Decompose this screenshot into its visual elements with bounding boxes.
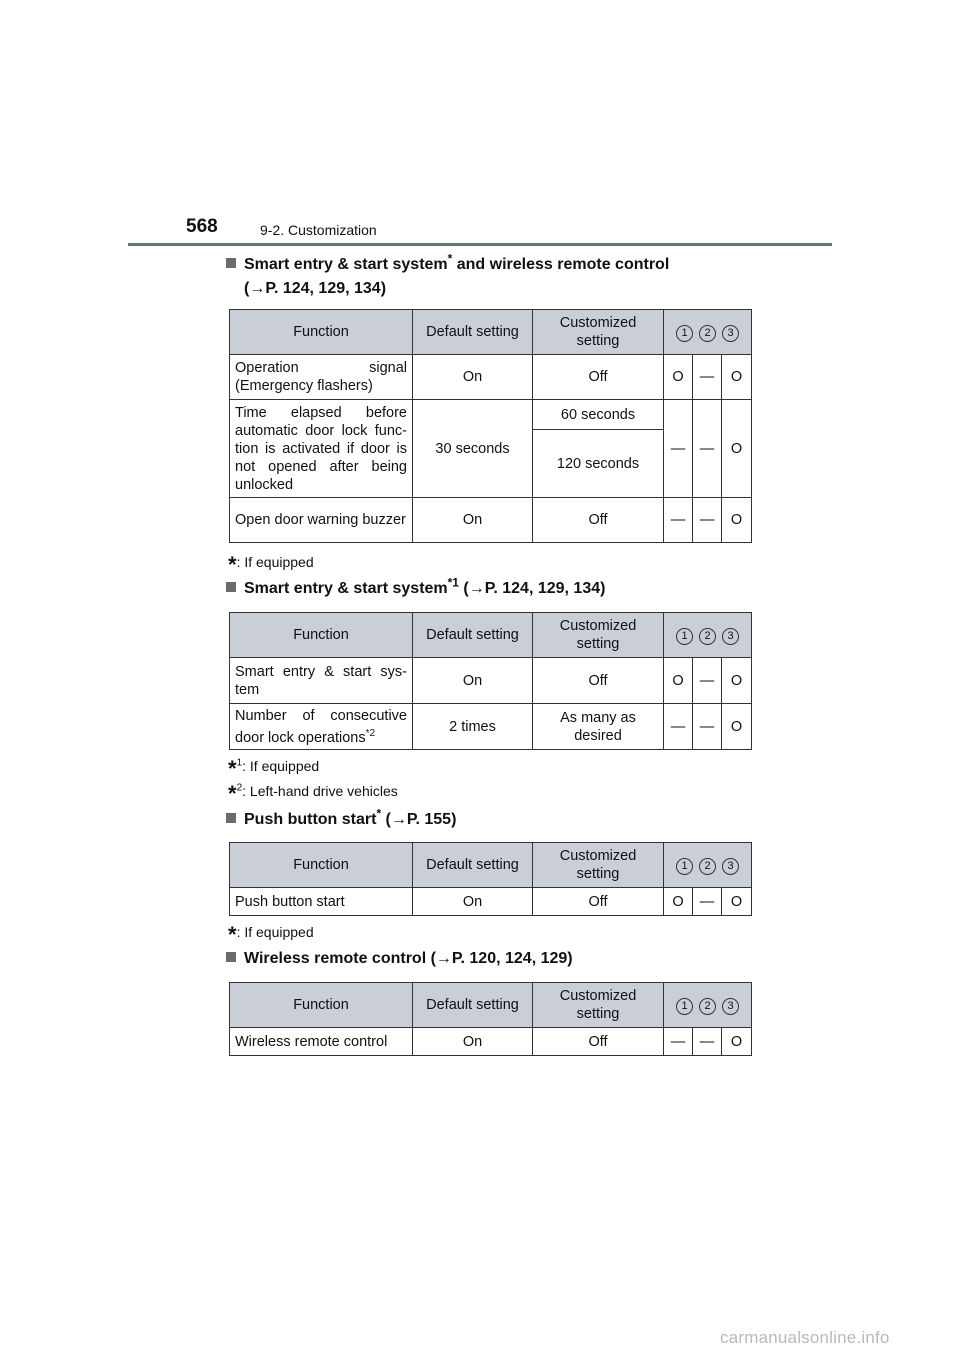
circled-number-icon: 1 [676,998,693,1015]
mode-3-cell: O [722,498,752,543]
default-cell: On [413,888,533,916]
circled-number-icon: 3 [722,628,739,645]
mode-2-cell: — [693,400,722,498]
col-default-setting: Default setting [413,983,533,1028]
watermark-link[interactable]: carmanualsonline.info [720,1328,890,1347]
footnote-mark: * [228,781,237,806]
settings-table-2 [229,612,752,750]
section-title: Smart entry & start system [244,256,448,273]
function-cell: Time elapsed before automatic door lock func-tion is activated if door is not opened after being unlocked [230,400,413,498]
default-cell: 30 seconds [413,400,533,498]
function-cell: Smart entry & start sys-tem [230,658,413,704]
col-mode-numbers [664,613,752,658]
col-function: Function [230,613,413,658]
circled-number-icon: 2 [699,998,716,1015]
function-cell: Push button start [230,888,413,916]
settings-table-3 [229,842,752,916]
custom-cell: 60 seconds [533,400,664,430]
section-title: Smart entry & start system [244,580,448,597]
col-default-setting: Default setting [413,843,533,888]
square-bullet-icon [226,813,236,823]
col-default-setting: Default setting [413,613,533,658]
col-mode-numbers [664,310,752,355]
default-cell: On [413,1028,533,1056]
col-mode-numbers [664,843,752,888]
mode-1-cell: — [664,1028,693,1056]
footnote-mark: * [228,756,237,781]
mode-1-cell: — [664,704,693,750]
footnote [228,922,314,948]
mode-3-cell: O [722,704,752,750]
mode-1-cell: — [664,400,693,498]
mode-3-cell: O [722,888,752,916]
section-title: Push button start [244,811,377,828]
custom-cell: Off [533,1028,664,1056]
col-function: Function [230,843,413,888]
function-cell: Operation signal (Emergency flashers) [230,355,413,400]
table-row [230,888,752,916]
section-heading-push-button-start [226,808,456,832]
mode-3-cell: O [722,658,752,704]
function-cell [230,704,413,750]
circled-number-icon: 1 [676,628,693,645]
table-row [230,704,752,750]
mode-2-cell: — [693,498,722,543]
default-cell: On [413,658,533,704]
mode-2-cell: — [693,888,722,916]
footnote-number: 2 [236,782,243,794]
default-cell: On [413,355,533,400]
table-row [230,658,752,704]
table-header-row [230,983,752,1028]
custom-cell: Off [533,498,664,543]
footnote [228,552,314,578]
asterisk-mark: *2 [365,727,376,739]
col-customized-setting: Customized setting [533,843,664,888]
table-row [230,400,752,430]
mode-2-cell: — [693,355,722,400]
asterisk-mark: * [376,806,382,821]
settings-table-4 [229,982,752,1056]
mode-3-cell: O [722,1028,752,1056]
section-title-cont: and wireless remote control [452,256,670,273]
footnote-number: 1 [236,757,243,769]
mode-1-cell: O [664,355,693,400]
custom-cell: Off [533,888,664,916]
default-cell: On [413,498,533,543]
circled-number-icon: 2 [699,628,716,645]
table-row [230,498,752,543]
circled-number-icon: 3 [722,858,739,875]
table-row [230,1028,752,1056]
header-rule [128,243,832,246]
col-customized-setting: Customized setting [533,983,664,1028]
mode-3-cell: O [722,355,752,400]
settings-table-1 [229,309,752,543]
circled-number-icon: 1 [676,858,693,875]
circled-number-icon: 2 [699,325,716,342]
function-text: Number of consecutive door lock operations [235,707,407,746]
col-customized-setting: Customized setting [533,310,664,355]
section-heading-smart-entry [226,577,605,601]
square-bullet-icon [226,582,236,592]
section-heading-smart-entry-wireless [226,253,786,301]
col-mode-numbers [664,983,752,1028]
col-default-setting: Default setting [413,310,533,355]
footnote-text: : If equipped [236,924,314,940]
page-number: 568 [186,216,218,237]
footnote [228,756,319,782]
section-title: Wireless remote control (→P. 120, 124, 129) [244,950,573,967]
asterisk-mark: * [447,251,453,266]
mode-3-cell: O [722,400,752,498]
circled-number-icon: 1 [676,325,693,342]
circled-number-icon: 2 [699,858,716,875]
col-function: Function [230,983,413,1028]
circled-number-icon: 3 [722,998,739,1015]
custom-cell: Off [533,658,664,704]
square-bullet-icon [226,952,236,962]
col-customized-setting: Customized setting [533,613,664,658]
asterisk-mark: *1 [447,575,459,590]
col-function: Function [230,310,413,355]
page-header [128,214,832,248]
circled-number-icon: 3 [722,325,739,342]
table-row [230,355,752,400]
section-title-cont: (→P. 155) [381,811,457,828]
function-cell: Open door warning buzzer [230,498,413,543]
table-header-row [230,843,752,888]
chapter-title: 9-2. Customization [260,222,377,238]
mode-1-cell: — [664,498,693,543]
section-page-ref: (→P. 124, 129, 134) [244,280,387,297]
section-title-cont: (→P. 124, 129, 134) [458,580,606,597]
function-cell: Wireless remote control [230,1028,413,1056]
custom-cell: 120 seconds [533,430,664,498]
footnote-mark: * [228,552,237,577]
table-header-row [230,310,752,355]
mode-2-cell: — [693,1028,722,1056]
mode-2-cell: — [693,704,722,750]
table-header-row [230,613,752,658]
custom-cell: Off [533,355,664,400]
mode-2-cell: — [693,658,722,704]
footnote-mark: * [228,922,237,947]
footnote-text: : Left-hand drive vehicles [242,783,398,799]
mode-1-cell: O [664,888,693,916]
custom-cell: As many as desired [533,704,664,750]
section-heading-wireless-remote [226,947,573,971]
footnote [228,781,398,807]
mode-1-cell: O [664,658,693,704]
footnote-text: : If equipped [242,758,320,774]
default-cell: 2 times [413,704,533,750]
square-bullet-icon [226,258,236,268]
footnote-text: : If equipped [236,554,314,570]
